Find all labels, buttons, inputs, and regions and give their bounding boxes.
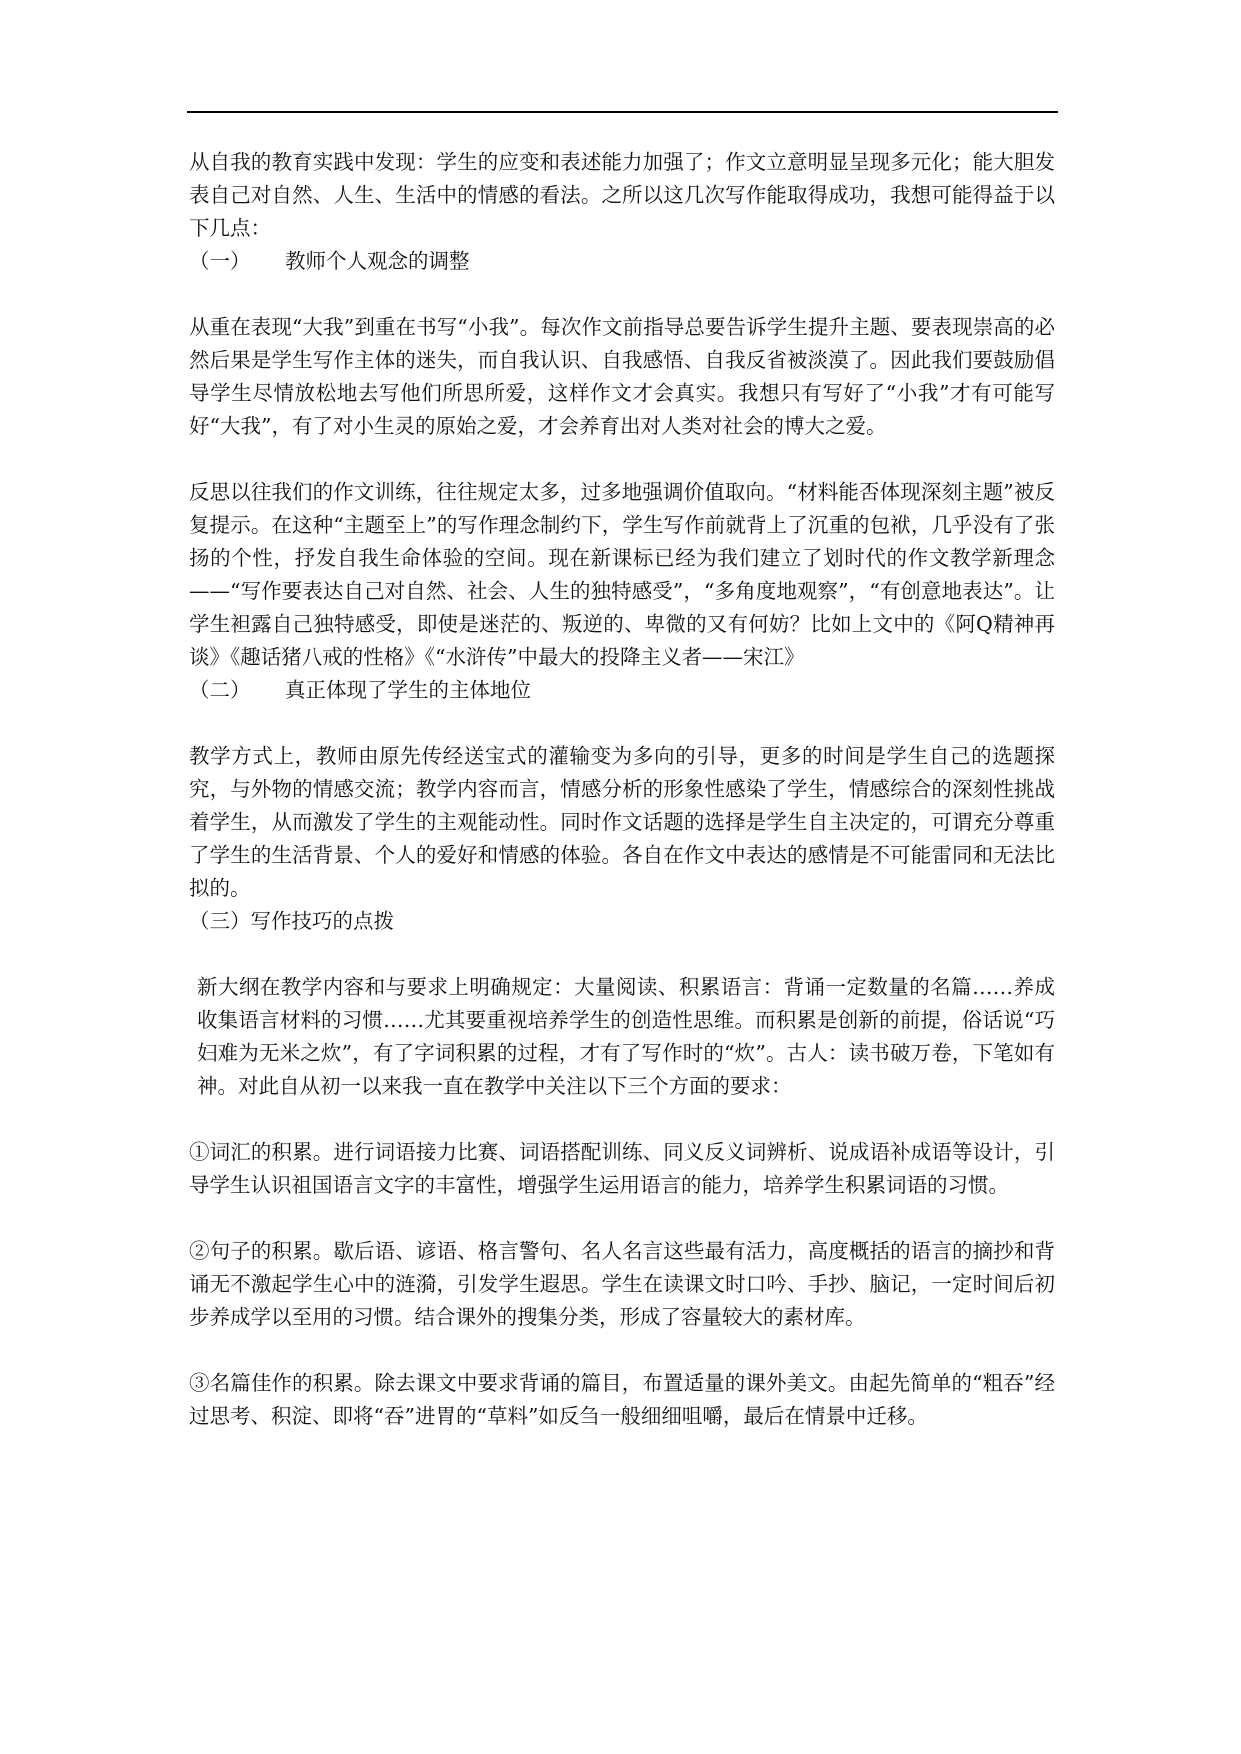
document-body <box>189 146 1055 1433</box>
header-rule <box>187 111 1058 113</box>
paragraph-sentences: ②句子的积累。歇后语、谚语、格言警句、名人名言这些最有活力，高度概括的语言的摘抄和背诵无不激起学生心中的涟漪，引发学生遐思。学生在读课文时口吟、手抄、脑记，一定时间后初步养成学以至用的习惯。结合课外的搜集分类，形成了容量较大的素材库。 <box>189 1239 1055 1329</box>
paragraph-syllabus: 新大纲在教学内容和与要求上明确规定：大量阅读、积累语言：背诵一定数量的名篇……养成收集语言材料的习惯……尤其要重视培养学生的创造性思维。而积累是创新的前提，俗话说“巧妇难为无米之炊”，有了字词积累的过程，才有了写作时的“炊”。古人：读书破万卷，下笔如有神。对此自从初一以来我一直在教学中关注以下三个方面的要求： <box>197 975 1055 1098</box>
section-heading-1 <box>189 245 1055 278</box>
section-heading-3: （三）写作技巧的点拨 <box>189 909 394 933</box>
paragraph-reflection: 反思以往我们的作文训练，往往规定太多，过多地强调价值取向。“材料能否体现深刻主题”被反复提示。在这种“主题至上”的写作理念制约下，学生写作前就背上了沉重的包袱，几乎没有了张扬的个性，抒发自我生命体验的空间。现在新课标已经为我们建立了划时代的作文教学新理念——“写作要表达自己对自然、社会、人生的独特感受”，“多角度地观察”，“有创意地表达”。让学生袒露自己独特感受，即使是迷茫的、叛逆的、卑微的又有何妨？比如上文中的《阿Q精神再谈》《趣话猪八戒的性格》《“水浒传”中最大的投降主义者——宋江》 <box>189 480 1055 669</box>
section-number-1: （一） <box>189 249 251 273</box>
section-number-2: （二） <box>189 678 251 702</box>
paragraph-small-self: 从重在表现“大我”到重在书写“小我”。每次作文前指导总要告诉学生提升主题、要表现崇高的必然后果是学生写作主体的迷失，而自我认识、自我感悟、自我反省被淡漠了。因此我们要鼓励倡导学生尽情放松地去写他们所思所爱，这样作文才会真实。我想只有写好了“小我”才有可能写好“大我”，有了对小生灵的原始之爱，才会养育出对人类对社会的博大之爱。 <box>189 315 1055 438</box>
section-title-2: 真正体现了学生的主体地位 <box>285 678 531 702</box>
section-title-1: 教师个人观念的调整 <box>285 249 470 273</box>
paragraph-vocabulary: ①词汇的积累。进行词语接力比赛、词语搭配训练、同义反义词辨析、说成语补成语等设计，引导学生认识祖国语言文字的丰富性，增强学生运用语言的能力，培养学生积累词语的习惯。 <box>189 1140 1055 1197</box>
paragraph-student-role: 教学方式上，教师由原先传经送宝式的灌输变为多向的引导，更多的时间是学生自己的选题探究，与外物的情感交流；教学内容而言，情感分析的形象性感染了学生，情感综合的深刻性挑战着学生，从而激发了学生的主观能动性。同时作文话题的选择是学生自主决定的，可谓充分尊重了学生的生活背景、个人的爱好和情感的体验。各自在作文中表达的感情是不可能雷同和无法比拟的。 <box>189 744 1055 900</box>
section-heading-2 <box>189 674 1055 707</box>
paragraph-masterpieces: ③名篇佳作的积累。除去课文中要求背诵的篇目，布置适量的课外美文。由起先简单的“粗吞”经过思考、积淀、即将“吞”进胃的“草料”如反刍一般细细咀嚼，最后在情景中迁移。 <box>189 1371 1055 1428</box>
paragraph-intro: 从自我的教育实践中发现：学生的应变和表述能力加强了；作文立意明显呈现多元化；能大胆发表自己对自然、人生、生活中的情感的看法。之所以这几次写作能取得成功，我想可能得益于以下几点： <box>189 150 1055 240</box>
